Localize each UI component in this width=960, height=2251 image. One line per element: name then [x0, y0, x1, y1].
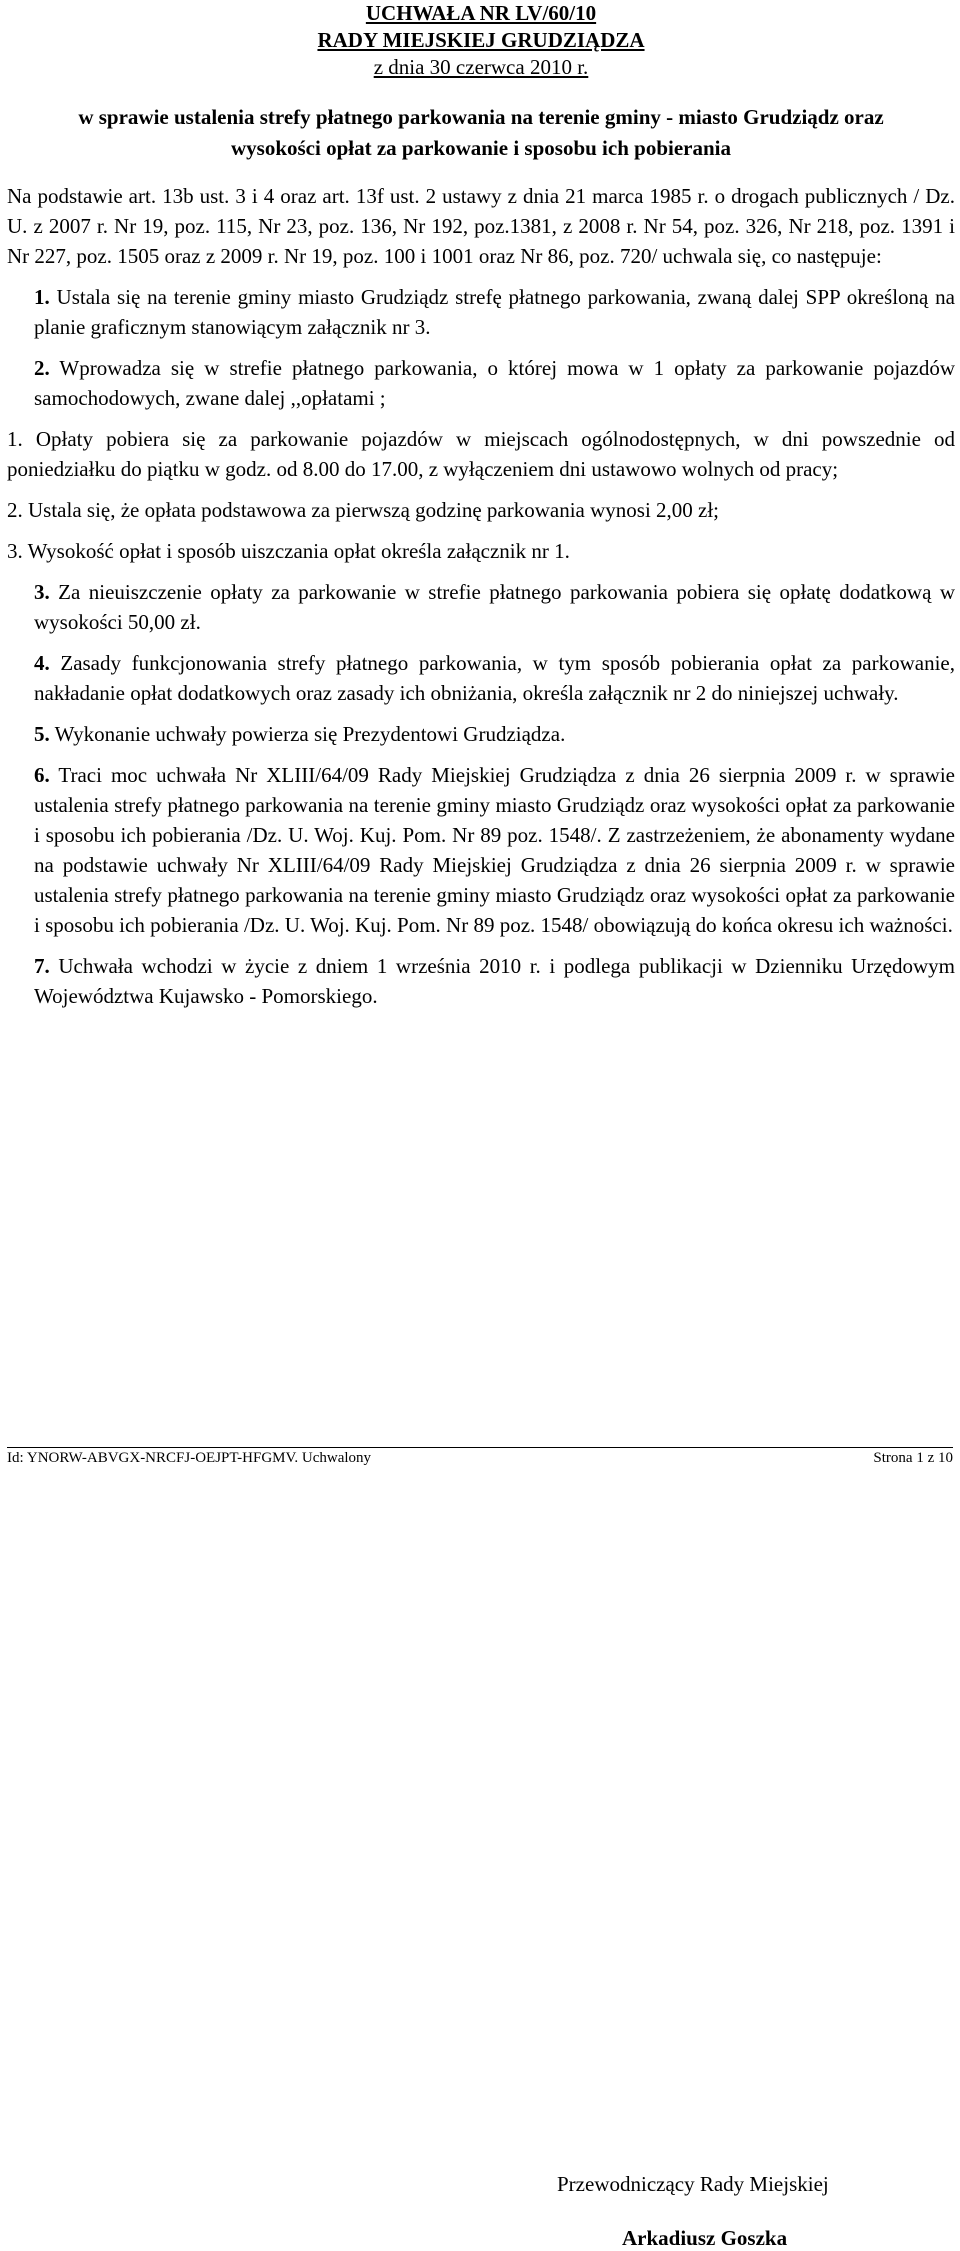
section-6: [7, 760, 955, 940]
section-5: [7, 719, 955, 749]
signatory-role: Przewodniczący Rady Miejskiej: [557, 2172, 829, 2196]
section-4: [7, 648, 955, 708]
section-text: Zasady funkcjonowania strefy płatnego parkowania, w tym sposób pobierania opłat za parkowanie, nakładanie opłat dodatkowych oraz zasady ich obniżania, określa załącznik nr 2 do niniejszej uchwały.: [34, 651, 955, 705]
section-7: [7, 951, 955, 1011]
section-2-item-2: 2. Ustala się, że opłata podstawowa za pierwszą godzinę parkowania wynosi 2,00 zł;: [7, 498, 720, 522]
section-number: 2.: [34, 356, 50, 380]
section-3: [7, 577, 955, 637]
section-text: Traci moc uchwała Nr XLIII/64/09 Rady Miejskiej Grudziądza z dnia 26 sierpnia 2009 r. w sprawie ustalenia strefy płatnego parkowania na terenie gminy miasto Grudziądz oraz wysokości opłat za parkowanie i sposobu ich pobierania /Dz. U. Woj. Kuj. Pom. Nr 89 poz. 1548/. Z zastrzeżeniem, że abonamenty wydane na podstawie uchwały Nr XLIII/64/09 Rady Miejskiej Grudziądza z dnia 26 sierpnia 2009 r. w sprawie ustalenia strefy płatnego parkowania na terenie gminy miasto Grudziądz oraz wysokości opłat za parkowanie i sposobu ich pobierania /Dz. U. Woj. Kuj. Pom. Nr 89 poz. 1548/ obowiązują do końca okresu ich ważności.: [34, 763, 955, 937]
resolution-header: [7, 0, 955, 81]
signatory-name: Arkadiusz Goszka: [622, 2226, 788, 2250]
resolution-body: [7, 181, 955, 1011]
section-text: Ustala się na terenie gminy miasto Grudziądz strefę płatnego parkowania, zwaną dalej SPP określoną na planie graficznym stanowiącym załącznik nr 3.: [34, 285, 955, 339]
subject-line-2: wysokości opłat za parkowanie i sposobu ich pobierania: [230, 136, 731, 160]
page-footer: [7, 1447, 953, 1467]
section-number: 4.: [34, 651, 50, 675]
section-2: [7, 353, 955, 413]
section-number: 6.: [34, 763, 50, 787]
section-number: 7.: [34, 954, 50, 978]
section-text: Wprowadza się w strefie płatnego parkowania, o której mowa w 1 opłaty za parkowanie pojazdów samochodowych, zwane dalej ,,opłatami ;: [34, 356, 955, 410]
section-text: Uchwała wchodzi w życie z dniem 1 września 2010 r. i podlega publikacji w Dzienniku Urzędowym Województwa Kujawsko - Pomorskiego.: [34, 954, 955, 1008]
resolution-subject: [7, 102, 955, 164]
subject-line-1: w sprawie ustalenia strefy płatnego parkowania na terenie gminy - miasto Grudziądz oraz: [78, 105, 884, 129]
resolution-date: z dnia 30 czerwca 2010 r.: [373, 55, 589, 79]
section-1: [7, 282, 955, 342]
resolution-number: UCHWAŁA NR LV/60/10: [365, 1, 597, 25]
council-name: RADY MIEJSKIEJ GRUDZIĄDZA: [317, 28, 645, 52]
page-number: Strona 1 z 10: [873, 1450, 953, 1466]
section-text: Za nieuiszczenie opłaty za parkowanie w strefie płatnego parkowania pobiera się opłatę dodatkową w wysokości 50,00 zł.: [34, 580, 955, 634]
section-2-item-3: 3. Wysokość opłat i sposób uiszczania opłat określa załącznik nr 1.: [7, 539, 570, 563]
preamble: Na podstawie art. 13b ust. 3 i 4 oraz art. 13f ust. 2 ustawy z dnia 21 marca 1985 r. o drogach publicznych / Dz. U. z 2007 r. Nr 19, poz. 115, Nr 23, poz. 136, Nr 192, poz.1381, z 2008 r. Nr 54, poz. 326, Nr 218, poz. 1391 i Nr 227, poz. 1505 oraz z 2009 r. Nr 19, poz. 100 i 1001 oraz Nr 86, poz. 720/ uchwala się, co następuje:: [7, 184, 955, 268]
section-number: 5.: [34, 722, 50, 746]
document-id: Id: YNORW-ABVGX-NRCFJ-OEJPT-HFGMV. Uchwalony: [7, 1450, 372, 1466]
section-text: Wykonanie uchwały powierza się Prezydentowi Grudziądza.: [49, 722, 566, 746]
section-number: 3.: [34, 580, 50, 604]
section-number: 1.: [34, 285, 50, 309]
section-2-item-1: 1. Opłaty pobiera się za parkowanie pojazdów w miejscach ogólnodostępnych, w dni powszednie od poniedziałku do piątku w godz. od 8.00 do 17.00, z wyłączeniem dni ustawowo wolnych od pracy;: [7, 427, 955, 481]
